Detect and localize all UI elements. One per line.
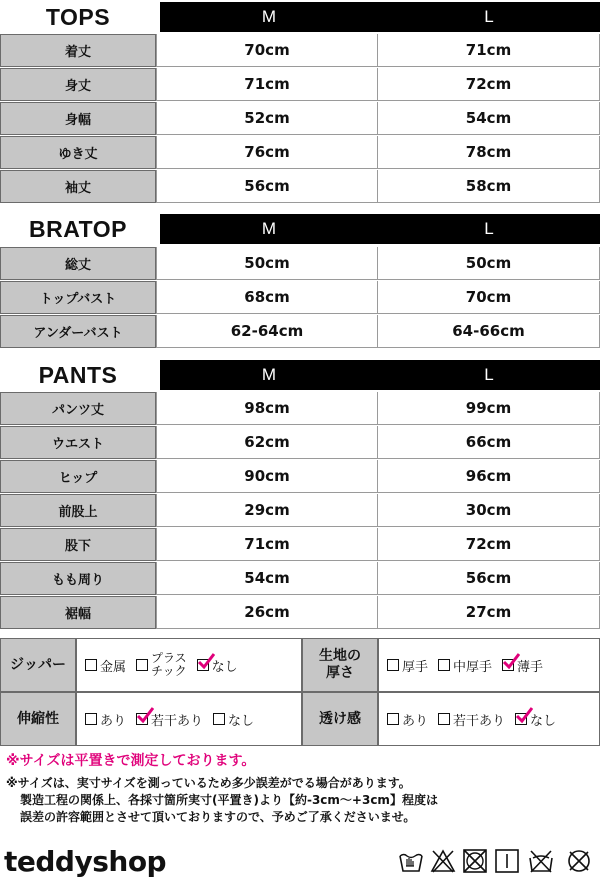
row-label: 前股上 bbox=[0, 494, 156, 527]
row-label: 身幅 bbox=[0, 102, 156, 135]
option-no[interactable]: なし bbox=[515, 710, 556, 729]
checkbox[interactable] bbox=[85, 713, 97, 725]
value-l: 72cm bbox=[378, 528, 600, 561]
value-m: 54cm bbox=[156, 562, 378, 595]
table-row bbox=[0, 562, 600, 595]
table-row bbox=[0, 136, 600, 169]
value-m: 29cm bbox=[156, 494, 378, 527]
option-slight[interactable]: 若干あり bbox=[136, 710, 203, 729]
hand-wash-icon bbox=[398, 848, 424, 874]
table-row bbox=[0, 281, 600, 314]
option-yes[interactable]: あり bbox=[387, 710, 428, 729]
check-mark-icon bbox=[136, 707, 154, 723]
option-plastic[interactable]: プラス チック bbox=[136, 652, 187, 678]
check-mark-icon bbox=[502, 653, 520, 669]
check-mark-icon bbox=[515, 707, 533, 723]
table-row bbox=[0, 68, 600, 101]
checkbox-checked[interactable] bbox=[502, 659, 514, 671]
checkbox[interactable] bbox=[213, 713, 225, 725]
row-label: ゆき丈 bbox=[0, 136, 156, 169]
option-thick[interactable]: 厚手 bbox=[387, 656, 428, 675]
checkbox-checked[interactable] bbox=[197, 659, 209, 671]
checkbox-checked[interactable] bbox=[515, 713, 527, 725]
size-header-m: M bbox=[160, 214, 378, 244]
no-bleach-icon bbox=[430, 848, 456, 874]
row-label: ウエスト bbox=[0, 426, 156, 459]
table-row bbox=[0, 34, 600, 67]
row-label: パンツ丈 bbox=[0, 392, 156, 425]
checkbox[interactable] bbox=[387, 659, 399, 671]
option-slight[interactable]: 若干あり bbox=[438, 710, 505, 729]
table-row bbox=[0, 102, 600, 135]
section-title-pants: PANTS bbox=[38, 361, 118, 388]
value-l: 70cm bbox=[378, 281, 600, 314]
row-label: ヒップ bbox=[0, 460, 156, 493]
row-label: 裾幅 bbox=[0, 596, 156, 629]
value-l: 66cm bbox=[378, 426, 600, 459]
value-m: 52cm bbox=[156, 102, 378, 135]
row-label: もも周り bbox=[0, 562, 156, 595]
table-row bbox=[0, 494, 600, 527]
zipper-options bbox=[76, 638, 302, 692]
value-l: 54cm bbox=[378, 102, 600, 135]
table-row bbox=[0, 315, 600, 348]
no-iron-icon bbox=[566, 848, 592, 874]
line-dry-icon bbox=[494, 848, 520, 874]
value-l: 50cm bbox=[378, 247, 600, 280]
value-l: 96cm bbox=[378, 460, 600, 493]
feature-label-fabric: 生地の 厚さ bbox=[302, 638, 378, 692]
value-l: 56cm bbox=[378, 562, 600, 595]
row-label: 総丈 bbox=[0, 247, 156, 280]
checkbox[interactable] bbox=[136, 659, 148, 671]
value-l: 99cm bbox=[378, 392, 600, 425]
value-m: 56cm bbox=[156, 170, 378, 203]
fabric-options bbox=[378, 638, 600, 692]
feature-table bbox=[0, 638, 600, 746]
table-row bbox=[0, 247, 600, 280]
checkbox[interactable] bbox=[438, 659, 450, 671]
no-tumble-dry-icon bbox=[462, 848, 488, 874]
value-m: 68cm bbox=[156, 281, 378, 314]
sheer-options bbox=[378, 692, 600, 746]
option-medium[interactable]: 中厚手 bbox=[438, 656, 492, 675]
value-m: 76cm bbox=[156, 136, 378, 169]
table-row bbox=[0, 460, 600, 493]
no-dry-clean-icon bbox=[528, 848, 554, 874]
value-m: 62cm bbox=[156, 426, 378, 459]
table-row bbox=[0, 392, 600, 425]
checkbox-checked[interactable] bbox=[136, 713, 148, 725]
value-l: 64-66cm bbox=[378, 315, 600, 348]
value-m: 50cm bbox=[156, 247, 378, 280]
checkbox[interactable] bbox=[85, 659, 97, 671]
value-l: 71cm bbox=[378, 34, 600, 67]
value-l: 30cm bbox=[378, 494, 600, 527]
value-m: 90cm bbox=[156, 460, 378, 493]
row-label: トップバスト bbox=[0, 281, 156, 314]
section-title-bratop: BRATOP bbox=[29, 215, 127, 242]
value-l: 72cm bbox=[378, 68, 600, 101]
value-m: 71cm bbox=[156, 528, 378, 561]
measurement-disclaimer: ※サイズは、実寸サイズを測っているため多少誤差がでる場合があります。 製造工程の関係上、各採寸箇所実寸(平置き)より【約-3cm〜+3cm】程度は 誤差の許容範囲とさせて頂いておりますので、予めご了承くださいませ。 bbox=[6, 776, 438, 824]
table-row bbox=[0, 596, 600, 629]
table-row bbox=[0, 426, 600, 459]
row-label: 股下 bbox=[0, 528, 156, 561]
option-yes[interactable]: あり bbox=[85, 710, 126, 729]
option-no[interactable]: なし bbox=[213, 710, 254, 729]
value-m: 71cm bbox=[156, 68, 378, 101]
checkbox[interactable] bbox=[438, 713, 450, 725]
value-l: 78cm bbox=[378, 136, 600, 169]
checkbox[interactable] bbox=[387, 713, 399, 725]
size-header-l: L bbox=[378, 360, 600, 390]
value-l: 58cm bbox=[378, 170, 600, 203]
table-row bbox=[0, 528, 600, 561]
size-header-m: M bbox=[160, 2, 378, 32]
size-header-m: M bbox=[160, 360, 378, 390]
feature-label-stretch: 伸縮性 bbox=[0, 692, 76, 746]
value-m: 70cm bbox=[156, 34, 378, 67]
row-label: 着丈 bbox=[0, 34, 156, 67]
row-label: アンダーバスト bbox=[0, 315, 156, 348]
value-m: 62-64cm bbox=[156, 315, 378, 348]
value-m: 26cm bbox=[156, 596, 378, 629]
value-l: 27cm bbox=[378, 596, 600, 629]
table-row bbox=[0, 170, 600, 203]
value-m: 98cm bbox=[156, 392, 378, 425]
flat-measure-note: ※サイズは平置きで測定しております。 bbox=[6, 753, 256, 769]
brand-logo: teddyshop bbox=[4, 845, 167, 878]
row-label: 袖丈 bbox=[0, 170, 156, 203]
section-title-tops: TOPS bbox=[45, 3, 111, 30]
size-header-l: L bbox=[378, 2, 600, 32]
stretch-options bbox=[76, 692, 302, 746]
option-metal[interactable]: 金属 bbox=[85, 656, 126, 675]
size-header-l: L bbox=[378, 214, 600, 244]
check-mark-icon bbox=[197, 653, 215, 669]
row-label: 身丈 bbox=[0, 68, 156, 101]
feature-label-sheer: 透け感 bbox=[302, 692, 378, 746]
feature-label-zipper: ジッパー bbox=[0, 638, 76, 692]
option-thin[interactable]: 薄手 bbox=[502, 656, 543, 675]
option-none[interactable]: なし bbox=[197, 656, 238, 675]
